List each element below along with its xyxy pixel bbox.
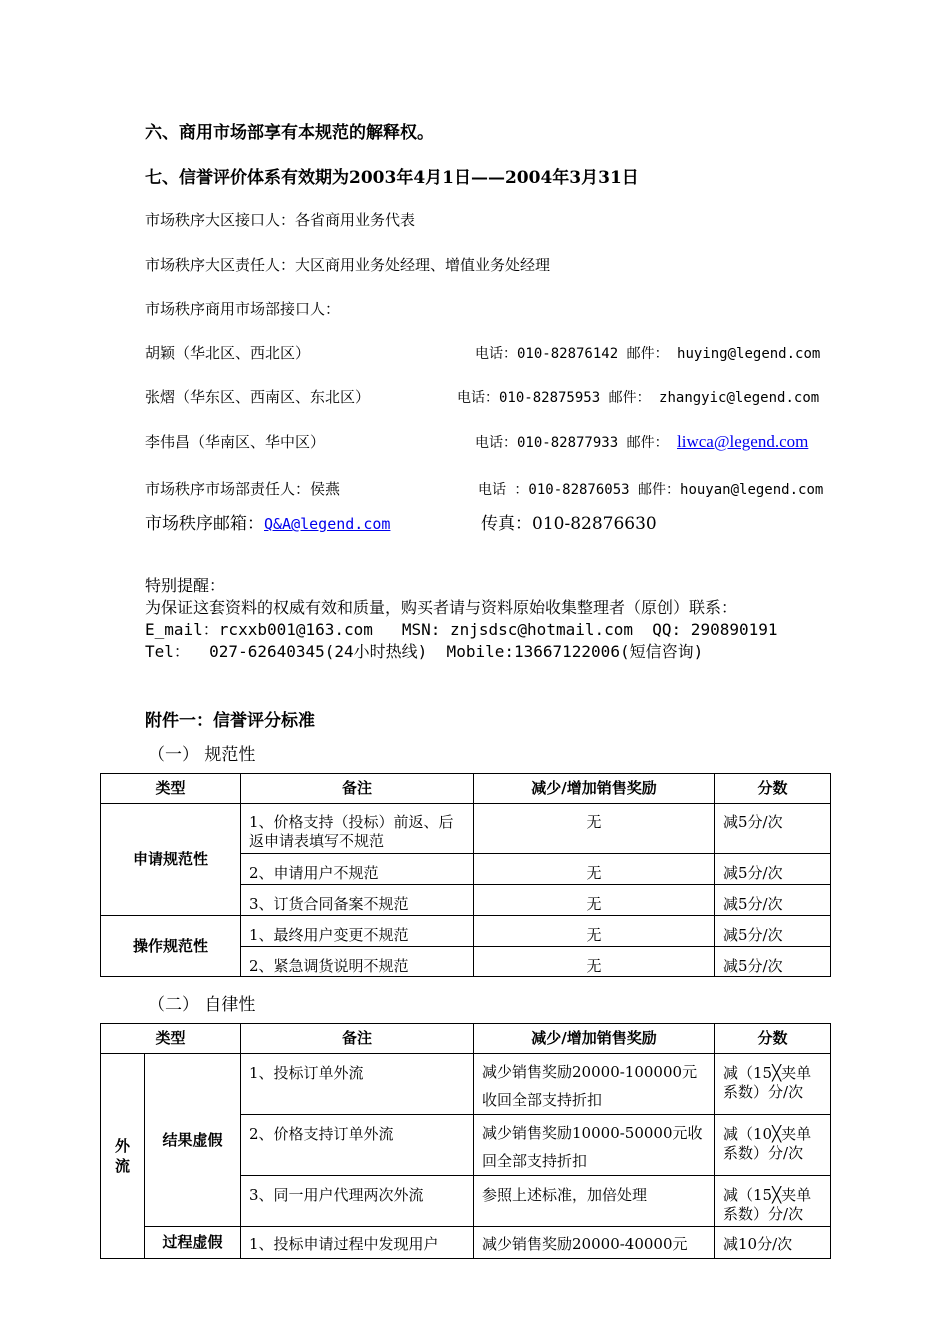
- clause-six: 六、商用市场部享有本规范的解释权。: [145, 123, 434, 143]
- row-score: 减（10╳夹单系数）分/次: [715, 1115, 831, 1176]
- row-note: 3、同一用户代理两次外流: [241, 1176, 474, 1227]
- notice-line2: E_mail：rcxxb001@163.com MSN: znjsdsc@hotmail.com QQ: 290890191: [145, 620, 778, 639]
- group-type: 操作规范性: [101, 916, 241, 977]
- clause-seven: 七、信誉评价体系有效期为2003年4月1日——2004年3月31日: [145, 168, 639, 188]
- notice-line3: Tel： 027-62640345(24小时热线) Mobile:13667122006(短信咨询): [145, 642, 704, 661]
- owner-mail: houyan@legend.com: [680, 482, 824, 498]
- contact-phone: 电话：010-82875953: [457, 390, 601, 406]
- owner-phone: 电话 ：010-82876053: [478, 482, 630, 498]
- row-note: 1、投标订单外流: [241, 1054, 474, 1115]
- row-score: 减5分/次: [715, 885, 831, 916]
- notice-line1: 为保证这套资料的权威有效和质量，购买者请与资料原始收集整理者（原创）联系：: [145, 598, 738, 617]
- row-score: 减10分/次: [715, 1227, 831, 1259]
- contact-phone: 电话：010-82877933: [475, 435, 619, 451]
- row-score: 减5分/次: [715, 947, 831, 977]
- row-note: 2、价格支持订单外流: [241, 1115, 474, 1176]
- contact-mail: zhangyic@legend.com: [659, 390, 820, 406]
- row-note: 1、最终用户变更不规范: [241, 916, 474, 947]
- score-table-normative: [100, 773, 831, 977]
- contact-line: [475, 343, 820, 363]
- section-title-1: （一） 规范性: [148, 745, 256, 765]
- row-note: 3、订货合同备案不规范: [241, 885, 474, 916]
- contact-name: 胡颖（华北区、西北区）: [145, 344, 311, 362]
- row-reward: 无: [474, 947, 715, 977]
- contact-mail-label: 邮件：: [626, 435, 669, 451]
- row-note: 1、价格支持（投标）前返、后返申请表填写不规范: [241, 804, 474, 854]
- row-reward: 无: [474, 916, 715, 947]
- group-type: 过程虚假: [145, 1227, 241, 1259]
- contact-mail-link[interactable]: liwca@legend.com: [677, 432, 809, 451]
- notice-title: 特别提醒：: [145, 576, 226, 595]
- row-reward: 无: [474, 804, 715, 854]
- contact-phone: 电话：010-82876142: [475, 346, 619, 362]
- contact-mail-label: 邮件：: [608, 390, 651, 406]
- mailbox-line: [145, 509, 390, 534]
- mailbox-label: 市场秩序邮箱：: [145, 514, 264, 534]
- contact-mail: huying@legend.com: [677, 346, 821, 362]
- contact-mail-label: 邮件：: [626, 346, 669, 362]
- col-header-note: 备注: [241, 1024, 474, 1054]
- owner-mail-label: 邮件：: [638, 482, 681, 498]
- appendix-title: 附件一：信誉评分标准: [145, 711, 315, 731]
- row-reward: 无: [474, 885, 715, 916]
- owner-line: [478, 479, 823, 499]
- contact-line: [475, 432, 808, 452]
- group-type: 申请规范性: [101, 804, 241, 916]
- table-row: [101, 916, 831, 947]
- section-title-2: （二） 自律性: [148, 995, 256, 1015]
- fax: 传真：010-82876630: [481, 514, 657, 534]
- col-header-type: 类型: [101, 774, 241, 804]
- row-note: 2、申请用户不规范: [241, 854, 474, 885]
- dept-contact: 市场秩序商用市场部接口人：: [145, 300, 341, 318]
- region-contact: 市场秩序大区接口人：各省商用业务代表: [145, 211, 416, 229]
- table-row: [101, 804, 831, 854]
- row-reward: 减少销售奖励20000-100000元收回全部支持折扣: [474, 1054, 715, 1115]
- col-header-reward: 减少/增加销售奖励: [474, 1024, 715, 1054]
- row-reward: 减少销售奖励10000-50000元收回全部支持折扣: [474, 1115, 715, 1176]
- row-score: 减5分/次: [715, 804, 831, 854]
- table-row: [101, 1227, 831, 1259]
- market-owner: 市场秩序市场部责任人：侯燕: [145, 480, 341, 498]
- table-row: [101, 1054, 831, 1115]
- group-type: 结果虚假: [145, 1054, 241, 1227]
- contact-name: 李伟昌（华南区、华中区）: [145, 433, 326, 451]
- mailbox-link[interactable]: Q&A@legend.com: [264, 515, 391, 533]
- score-table-self-discipline: [100, 1023, 831, 1259]
- row-reward: 参照上述标准，加倍处理: [474, 1176, 715, 1227]
- col-header-note: 备注: [241, 774, 474, 804]
- contact-line: [457, 387, 819, 407]
- outer-type: 外流: [101, 1054, 145, 1259]
- row-score: 减（15╳夹单系数）分/次: [715, 1176, 831, 1227]
- col-header-type: 类型: [101, 1024, 241, 1054]
- row-score: 减5分/次: [715, 854, 831, 885]
- row-score: 减（15╳夹单系数）分/次: [715, 1054, 831, 1115]
- col-header-score: 分数: [715, 774, 831, 804]
- row-score: 减5分/次: [715, 916, 831, 947]
- region-owner: 市场秩序大区责任人：大区商用业务处经理、增值业务处经理: [145, 256, 551, 274]
- contact-name: 张熠（华东区、西南区、东北区）: [145, 388, 371, 406]
- row-reward: 无: [474, 854, 715, 885]
- row-reward: 减少销售奖励20000-40000元: [474, 1227, 715, 1259]
- col-header-score: 分数: [715, 1024, 831, 1054]
- col-header-reward: 减少/增加销售奖励: [474, 774, 715, 804]
- row-note: 2、紧急调货说明不规范: [241, 947, 474, 977]
- row-note: 1、投标申请过程中发现用户: [241, 1227, 474, 1259]
